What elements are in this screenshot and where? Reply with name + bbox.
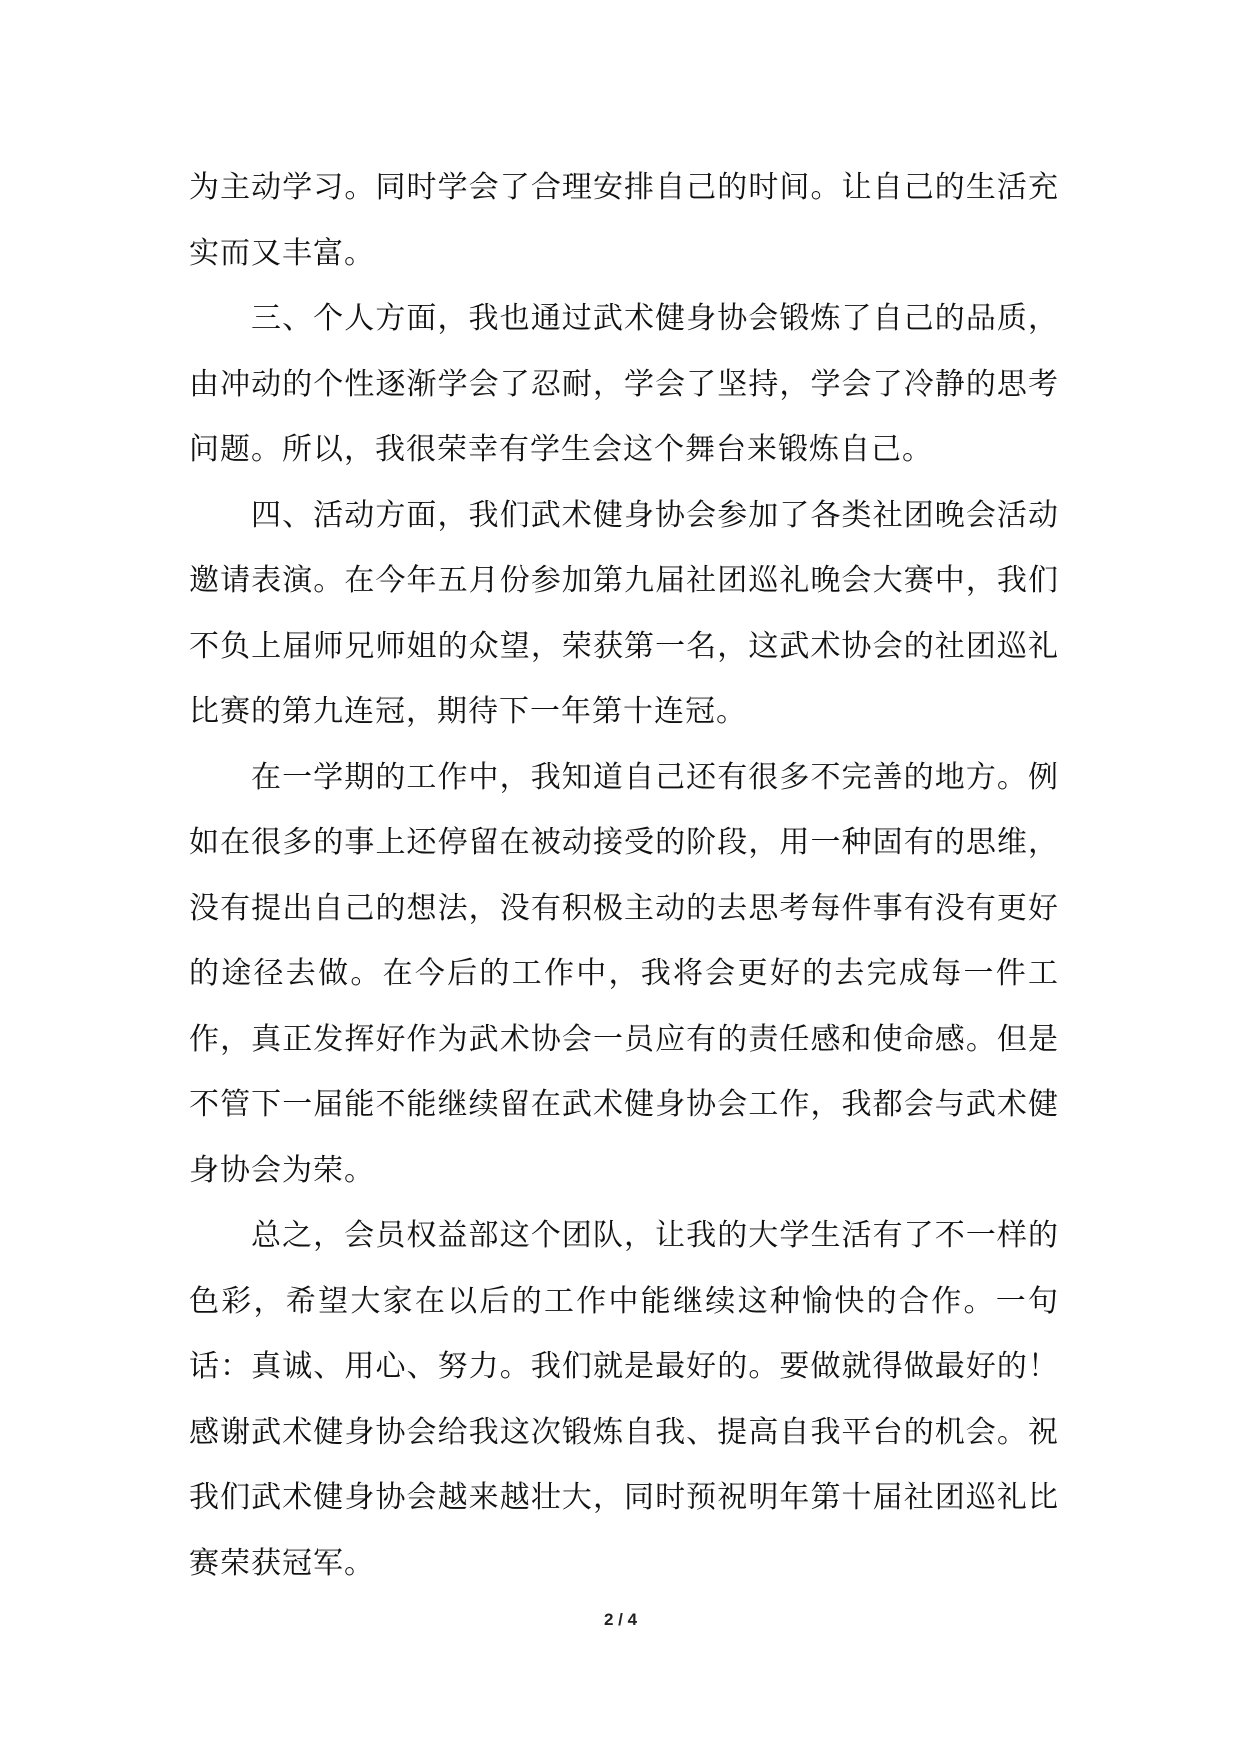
paragraph-4: 在一学期的工作中，我知道自己还有很多不完善的地方。例如在很多的事上还停留在被动接受的阶段，用一种固有的思维，没有提出自己的想法，没有积极主动的去思考每件事有没有更好的途径去做。在今后的工作中，我将会更好的去完成每一件工作，真正发挥好作为武术协会一员应有的责任感和使命感。但是不管下一届能不能继续留在武术健身协会工作，我都会与武术健身协会为荣。 [189,759,1059,1188]
paragraph-5: 总之，会员权益部这个团队，让我的大学生活有了不一样的色彩，希望大家在以后的工作中能继续这种愉快的合作。一句话：真诚、用心、努力。我们就是最好的。要做就得做最好的！感谢武术健身协会给我这次锻炼自我、提高自我平台的机会。祝我们武术健身协会越来越壮大，同时预祝明年第十届社团巡礼比赛荣获冠军。 [189,1218,1059,1581]
paragraph-2: 三、个人方面，我也通过武术健身协会锻炼了自己的品质，由冲动的个性逐渐学会了忍耐，学会了坚持，学会了冷静的思考问题。所以，我很荣幸有学生会这个舞台来锻炼自己。 [189,301,1059,467]
page-number: 2 / 4 [603,1610,638,1629]
document-body [189,155,1059,1596]
paragraph-1: 为主动学习。同时学会了合理安排自己的时间。让自己的生活充实而又丰富。 [189,170,1059,271]
paragraph-3: 四、活动方面，我们武术健身协会参加了各类社团晚会活动邀请表演。在今年五月份参加第九届社团巡礼晚会大赛中，我们不负上届师兄师姐的众望，荣获第一名，这武术协会的社团巡礼比赛的第九连冠，期待下一年第十连冠。 [189,497,1059,729]
